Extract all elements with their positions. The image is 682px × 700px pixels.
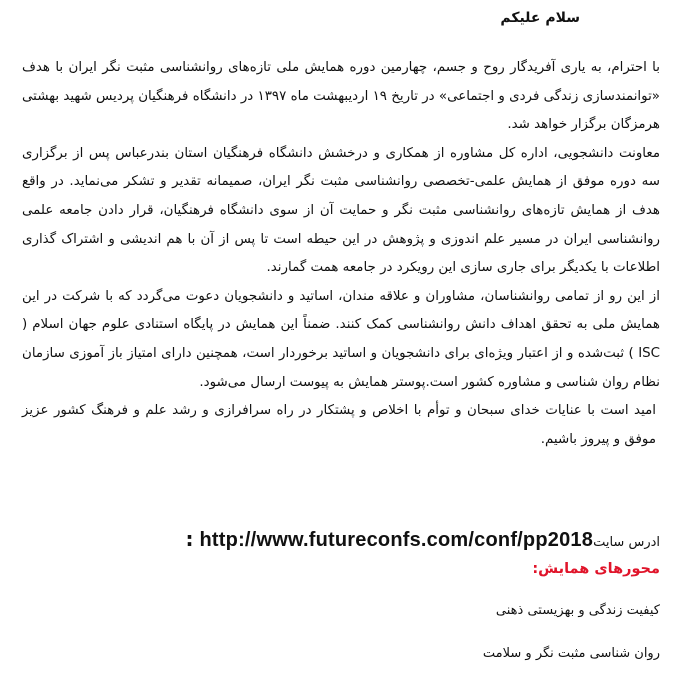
conference-axes-heading: محورهای همایش: <box>532 561 660 577</box>
website-label: ادرس سایت <box>593 535 660 550</box>
conference-axes-list <box>483 596 660 682</box>
paragraph-closing: امید است با عنایات خدای سبحان و توأم با اخلاص و پشتکار در راه سرافرازی و رشد علم و فرهنگ کشور عزیز موفق و پیروز باشیم. <box>22 403 656 447</box>
letter-body <box>22 54 660 454</box>
paragraph-intro: با احترام، به یاری آفریدگار روح و جسم، چهارمین دوره همایش ملی تازه‌های روانشناسی مثبت نگر ایران با هدف «توانمندسازی زندگی فردی و اجتماعی» در تاریخ ۱۹ اردیبهشت ماه ۱۳۹۷ در دانشگاه فرهنگیان پردیس شهید بهشتی هرمزگان برگزار خواهد شد. <box>22 60 660 133</box>
axis-item: کیفیت زندگی و بهزیستی ذهنی <box>495 603 660 618</box>
paragraph-appreciation: معاونت دانشجویی، اداره کل مشاوره از همکاری و درخشش دانشگاه فرهنگیان استان بندرعباس پس از برگزاری سه دوره موفق از همایش علمی-تخصصی روانشناسی مثبت نگر ایران، صمیمانه تقدیر و تشکر می‌نماید. در واقع هدف از همایش تازه‌های روانشناسی مثبت نگر و حمایت آن از سوی دانشگاه فرهنگیان، قرار دادن جامعه علمی روانشناسی ایران در مسیر علم اندوزی و پژوهش در این حیطه است تا پس از آن با هم اندیشی و اشتراک گذاری اطلاعات با یکدیگر برای جاری سازی این رویکرد در جامعه همت گمارند. <box>22 145 660 276</box>
website-line <box>186 527 660 552</box>
paragraph-invitation: از این رو از تمامی روانشناسان، مشاوران و علاقه مندان، اساتید و دانشجویان دعوت می‌گردد که با شرکت در این همایش ملی به تحقق اهداف دانش روانشناسی کمک کنند. ضمناً این همایش در پایگاه استنادی علوم جهان اسلام ( ISC ) ثبت‌شده و از اعتبار ویژه‌ای برای دانشجویان و اساتید برخوردار است، همچنین دارای امتیاز باز آموزی سازمان نظام روان شناسی و مشاوره کشور است.پوستر همایش به پیوست ارسال می‌شود. <box>22 288 660 390</box>
axis-item: روان شناسی مثبت نگر و سلامت <box>482 646 660 661</box>
greeting-heading: سلام علیکم <box>500 10 580 26</box>
website-url-link[interactable]: http://www.futureconfs.com/conf/pp2018 <box>199 529 594 551</box>
website-colon: : <box>185 527 194 551</box>
